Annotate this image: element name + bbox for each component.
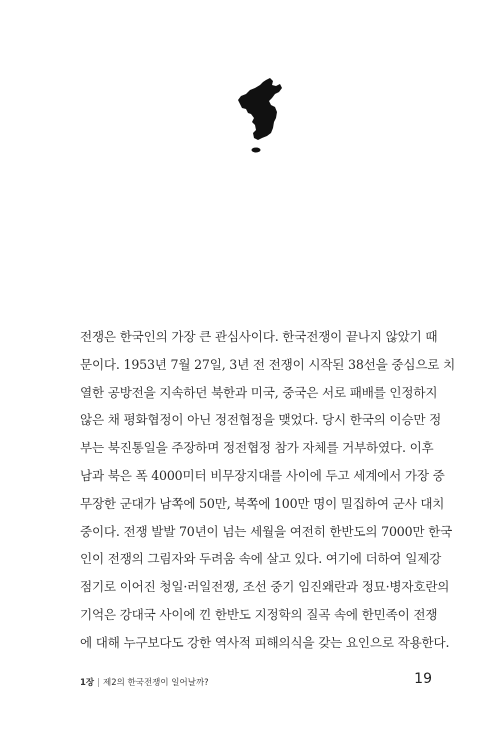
page-number: 19 <box>414 671 432 687</box>
page-footer <box>80 671 432 691</box>
korean-peninsula-map-icon <box>236 78 286 158</box>
paragraph-line: 남과 북은 폭 4000미터 비무장지대를 사이에 두고 세계에서 가장 중 <box>80 467 445 483</box>
body-paragraph <box>80 323 456 657</box>
chapter-title: 제2의 한국전쟁이 일어날까? <box>103 678 209 688</box>
paragraph-line: 에 대해 누구보다도 강한 역사적 피해의식을 갖는 요인으로 작용한다. <box>80 634 450 650</box>
paragraph-line: 무장한 군대가 남쪽에 50만, 북쪽에 100만 명이 밀집하여 군사 대치 <box>80 495 445 511</box>
paragraph-line: 않은 채 평화협정이 아닌 정전협정을 맺었다. 당시 한국의 이승만 정 <box>80 412 442 428</box>
paragraph-line: 인이 전쟁의 그림자와 두려움 속에 살고 있다. 여기에 더하여 일제강 <box>80 551 442 567</box>
paragraph-line: 부는 북진통일을 주장하며 정전협정 참가 자체를 거부하였다. 이후 <box>80 440 434 456</box>
paragraph-line: 전쟁은 한국인의 가장 큰 관심사이다. 한국전쟁이 끝나지 않았기 때 <box>80 329 438 344</box>
paragraph-line: 문이다. 1953년 7월 27일, 3년 전 전쟁이 시작된 38선을 중심으로 치 <box>80 356 456 372</box>
paragraph-line: 기억은 강대국 사이에 낀 한반도 지정학의 질곡 속에 한민족이 전쟁 <box>80 606 438 622</box>
chapter-label: 1장 <box>80 678 95 688</box>
separator: | <box>97 678 101 688</box>
paragraph-line: 점기로 이어진 청일·러일전쟁, 조선 중기 임진왜란과 정묘·병자호란의 <box>80 579 450 595</box>
paragraph-line: 중이다. 전쟁 발발 70년이 넘는 세월을 여전히 한반도의 7000만 한국 <box>80 523 453 539</box>
paragraph-line: 열한 공방전을 지속하던 북한과 미국, 중국은 서로 패배를 인정하지 <box>80 384 438 400</box>
running-head <box>80 676 209 688</box>
